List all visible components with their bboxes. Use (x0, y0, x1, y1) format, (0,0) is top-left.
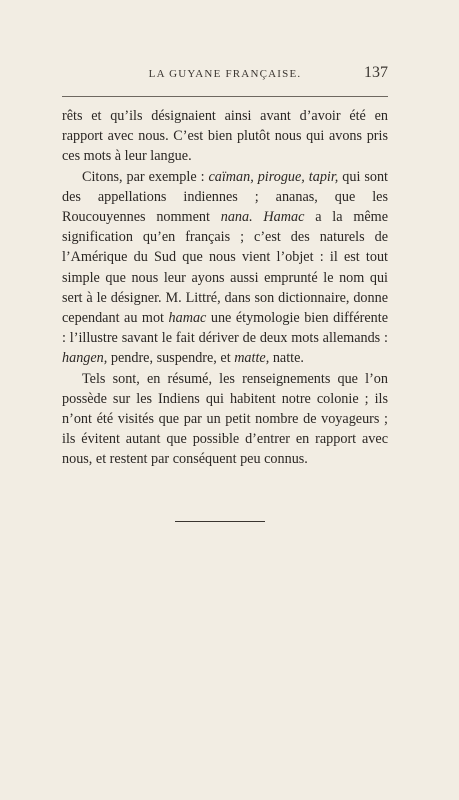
paragraph-tels-sont (62, 369, 388, 470)
text-run: rêts et qu’ils désignaient ainsi avant d’avoir été en rapport avec nous. C’est bien plutôt nous qui avons pris ces mots à leur langue. (62, 108, 388, 165)
italic-term: hamac (168, 310, 207, 327)
running-title: LA GUYANE FRANÇAISE. (148, 68, 302, 80)
text-run: a la même signification qu’en français ; c’est des naturels de l’Amérique du Sud que nous vient l’objet : il est tout simple que nous leur ayons aussi emprunté le nom qui sert à le désigner. M. Littré, dans son dictionnaire, donne cependant au mot (62, 209, 389, 327)
italic-term: matte, (234, 350, 270, 367)
italic-term: hangen, (62, 350, 108, 367)
paragraph-continuation (62, 106, 388, 167)
body-text (62, 106, 388, 470)
text-run: Tels sont, en résumé, les renseignements que l’on possède sur les Indiens qui habitent notre colonie ; ils n’ont été visités que par un petit nombre de voyageurs ; ils évitent autant que possible d’entrer en rapport avec nous, et restent par conséquent peu connus. (62, 370, 388, 468)
text-run: natte. (269, 350, 304, 367)
text-run: Citons, par exemple : (82, 168, 209, 185)
italic-term: nana. Hamac (220, 209, 305, 226)
page-number: 137 (364, 64, 388, 81)
text-run: qui sont des appellations indiennes ; ananas, que les Roucouyennes nomment (62, 168, 389, 226)
end-rule (175, 521, 265, 522)
italic-term: caïman, pirogue, tapir, (208, 168, 339, 185)
text-run: pendre, suspendre, et (107, 350, 235, 367)
running-head (62, 64, 388, 86)
text-run: une étymologie bien différente : l’illustre savant le fait dériver de deux mots allemands : (62, 310, 389, 347)
paragraph-citons (62, 167, 388, 369)
header-rule (62, 96, 388, 97)
